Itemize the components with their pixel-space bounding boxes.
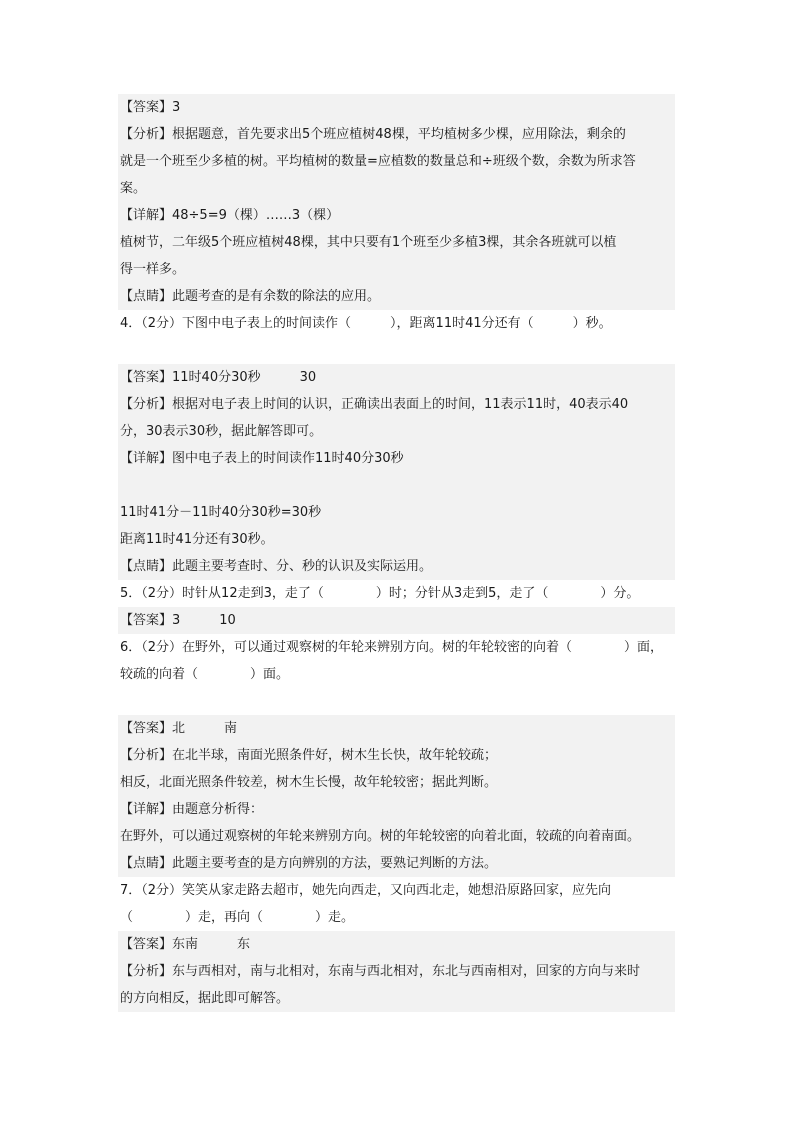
text-line: 【答案】3 10 xyxy=(118,607,675,634)
text-line: 【分析】在北半球，南面光照条件好，树木生长快，故年轮较疏； xyxy=(118,742,675,769)
text-line: 得一样多。 xyxy=(118,256,675,283)
text-line: 案。 xyxy=(118,175,675,202)
text-line: 【点睛】此题考查的是有余数的除法的应用。 xyxy=(118,283,675,310)
text-line: （ ）走，再向（ ）走。 xyxy=(120,910,355,925)
text-line: 7．（2分）笑笑从家走路去超市，她先向西走，又向西北走，她想沿原路回家，应先向 xyxy=(120,883,612,898)
text-line: 就是一个班至少多植的树。平均植树的数量=应植数的数量总和÷班级个数，余数为所求答 xyxy=(118,148,675,175)
text-line: 距离11时41分还有30秒。 xyxy=(118,526,675,553)
text-line: 植树节，二年级5个班应植树48棵，其中只要有1个班至少多植3棵，其余各班就可以植 xyxy=(118,229,675,256)
blank-line xyxy=(118,472,675,499)
text-line: 11时41分－11时40分30秒=30秒 xyxy=(118,499,675,526)
text-line: 分，30表示30秒，据此解答即可。 xyxy=(118,418,675,445)
text-line: 【详解】图中电子表上的时间读作11时40分30秒 xyxy=(118,445,675,472)
text-line: 【详解】由题意分析得： xyxy=(118,796,675,823)
blank-line xyxy=(118,337,675,364)
text-line: 相反，北面光照条件较差，树木生长慢，故年轮较密；据此判断。 xyxy=(118,769,675,796)
text-line: 较疏的向着（ ）面。 xyxy=(120,667,290,682)
text-line: 6．（2分）在野外，可以通过观察树的年轮来辨别方向。树的年轮较密的向着（ ）面， xyxy=(120,640,664,655)
text-line: 【分析】根据题意，首先要求出5个班应植树48棵，平均植树多少棵，应用除法，剩余的 xyxy=(118,121,675,148)
text-line: 【分析】东与西相对，南与北相对，东南与西北相对，东北与西南相对，回家的方向与来时 xyxy=(118,958,675,985)
document-content xyxy=(118,94,675,1012)
text-line: 【点睛】此题主要考查时、分、秒的认识及实际运用。 xyxy=(118,553,675,580)
text-line: 【答案】11时40分30秒 30 xyxy=(118,364,675,391)
text-line: 在野外，可以通过观察树的年轮来辨别方向。树的年轮较密的向着北面，较疏的向着南面。 xyxy=(118,823,675,850)
text-line: 【详解】48÷5=9（棵）……3（棵） xyxy=(118,202,675,229)
text-line: 【分析】根据对电子表上时间的认识，正确读出表面上的时间，11表示11时，40表示40 xyxy=(118,391,675,418)
text-line: 【答案】3 xyxy=(118,94,675,121)
text-line: 5．（2分）时针从12走到3，走了（ ）时；分针从3走到5，走了（ ）分。 xyxy=(120,586,640,601)
text-line: 【点睛】此题主要考查的是方向辨别的方法，要熟记判断的方法。 xyxy=(118,850,675,877)
text-line: 【答案】北 南 xyxy=(118,715,675,742)
blank-line xyxy=(118,688,675,715)
text-line: 4．（2分）下图中电子表上的时间读作（ ），距离11时41分还有（ ）秒。 xyxy=(120,316,612,331)
text-line: 【答案】东南 东 xyxy=(118,931,675,958)
text-line: 的方向相反，据此即可解答。 xyxy=(118,985,675,1012)
